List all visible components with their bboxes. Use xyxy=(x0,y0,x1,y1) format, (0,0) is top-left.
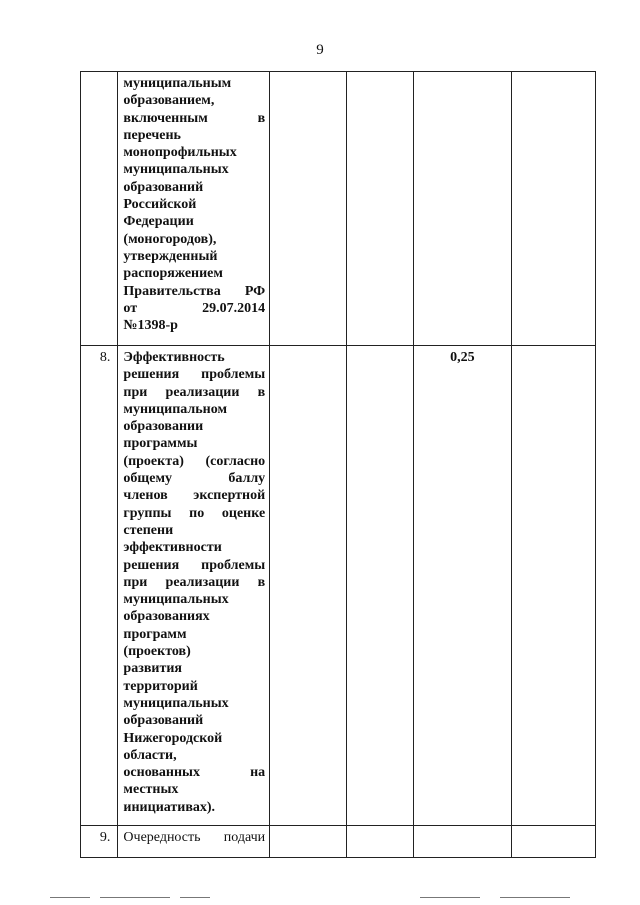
text-line: Российской xyxy=(123,197,197,213)
criterion-text xyxy=(118,346,270,826)
text-line: группы по оценке xyxy=(123,505,266,521)
text-line: распоряжением xyxy=(123,266,223,282)
text-line: образований xyxy=(123,179,204,195)
text-line: программы xyxy=(123,436,198,452)
score-cell: 0,25 xyxy=(413,346,511,826)
table-row xyxy=(81,826,596,858)
text-line: Федерации xyxy=(123,214,194,230)
text-line: Очередность подачи xyxy=(123,830,266,845)
row-number xyxy=(81,72,118,346)
text-line: местных xyxy=(123,782,179,798)
score-cell xyxy=(413,826,511,858)
text-line: образовании xyxy=(123,419,204,435)
text-line: образованием, xyxy=(123,93,215,109)
text-line: перечень xyxy=(123,127,181,143)
text-line: от 29.07.2014 xyxy=(123,300,266,316)
text-line: развития xyxy=(123,661,182,677)
text-line: при реализации в xyxy=(123,384,266,400)
empty-cell xyxy=(270,346,347,826)
table-row xyxy=(81,72,596,346)
empty-cell xyxy=(270,826,347,858)
text-line: эффективности xyxy=(123,540,222,556)
empty-cell xyxy=(270,72,347,346)
text-line: утвержденный xyxy=(123,248,218,264)
row-number: 9. xyxy=(81,826,118,858)
text-line: территорий xyxy=(123,678,198,694)
empty-cell xyxy=(511,826,595,858)
criterion-text xyxy=(118,72,270,346)
text-line: Нижегородской xyxy=(123,730,223,746)
text-line: Правительства РФ xyxy=(123,283,266,299)
text-line: (проекта) (согласно xyxy=(123,453,266,469)
text-line: монопрофильных xyxy=(123,145,237,161)
text-line: (моногородов), xyxy=(123,231,217,247)
text-line: программ xyxy=(123,626,187,642)
text-line: муниципальных xyxy=(123,592,229,608)
text-line: образований xyxy=(123,713,204,729)
empty-cell xyxy=(347,346,414,826)
text-line: включенным в xyxy=(123,110,266,126)
text-line: муниципальным xyxy=(123,76,232,91)
empty-cell xyxy=(347,826,414,858)
criterion-text xyxy=(118,826,270,858)
text-line: Эффективность xyxy=(123,350,225,365)
empty-cell xyxy=(511,346,595,826)
row-number: 8. xyxy=(81,346,118,826)
text-line: членов экспертной xyxy=(123,488,266,504)
text-line: №1398-р xyxy=(123,318,178,334)
scan-artifact-line xyxy=(0,897,640,899)
text-line: муниципальных xyxy=(123,695,229,711)
page-number: 9 xyxy=(316,42,324,58)
text-line: при реализации в xyxy=(123,574,266,590)
text-line: основанных на xyxy=(123,765,266,781)
text-line: решения проблемы xyxy=(123,557,266,573)
table-row xyxy=(81,346,596,826)
text-line: муниципальных xyxy=(123,162,229,178)
criteria-table xyxy=(80,71,596,858)
text-line: решения проблемы xyxy=(123,367,266,383)
text-line: муниципальном xyxy=(123,401,228,417)
empty-cell xyxy=(347,72,414,346)
text-line: (проектов) xyxy=(123,644,191,660)
text-line: области, xyxy=(123,747,177,763)
text-line: степени xyxy=(123,522,174,538)
empty-cell xyxy=(511,72,595,346)
text-line: образованиях xyxy=(123,609,210,625)
text-line: инициативах). xyxy=(123,799,216,815)
score-cell xyxy=(413,72,511,346)
text-line: общему баллу xyxy=(123,471,266,487)
